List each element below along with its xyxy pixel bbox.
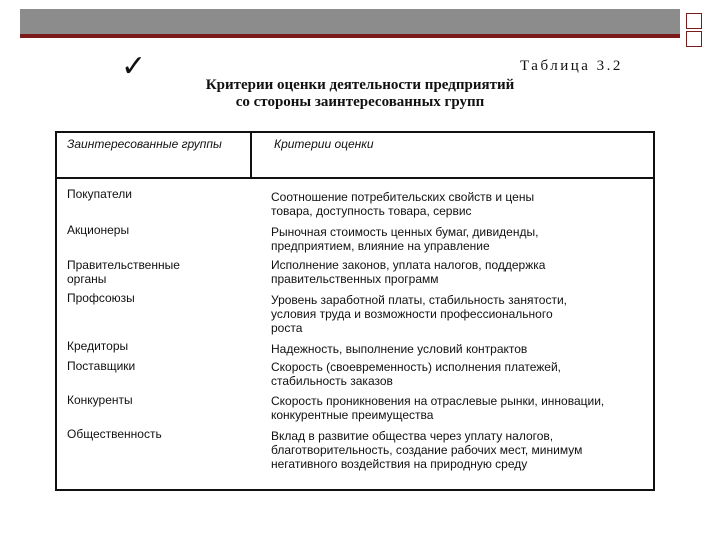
table-row-group: Акционеры xyxy=(67,223,130,237)
table-row-criteria: Соотношение потребительских свойств и цены товара, доступность товара, сервис xyxy=(271,190,535,218)
corner-square-icon xyxy=(686,31,702,47)
table-row-group: Покупатели xyxy=(67,187,132,201)
table-row-criteria: Исполнение законов, уплата налогов, поддержка правительственных программ xyxy=(271,258,546,286)
table-row-criteria: Рыночная стоимость ценных бумаг, дивиденды, предприятием, влияние на управление xyxy=(271,225,539,253)
header-criteria: Критерии оценки xyxy=(274,137,374,151)
table-row-criteria: Скорость (своевременность) исполнения платежей, стабильность заказов xyxy=(271,360,562,388)
header-stakeholder-groups: Заинтересованные группы xyxy=(67,137,222,151)
header-divider xyxy=(57,177,653,179)
column-divider xyxy=(250,133,252,179)
table-row-group: Поставщики xyxy=(67,359,136,373)
slide-header-rule xyxy=(20,34,680,38)
table-row-group: Правительственные органы xyxy=(67,258,180,286)
table-row-criteria: Скорость проникновения на отраслевые рынки, инновации, конкурентные преимущества xyxy=(271,394,605,422)
table-title-line: со стороны заинтересованных групп xyxy=(235,94,485,110)
checkmark-icon: ✓ xyxy=(121,49,147,84)
table-row-criteria: Надежность, выполнение условий контрактов xyxy=(271,342,528,356)
corner-square-icon xyxy=(686,13,702,29)
table-row-group: Профсоюзы xyxy=(67,291,135,305)
table-row-group: Кредиторы xyxy=(67,339,129,353)
table-title-line: Критерии оценки деятельности предприятий xyxy=(205,77,515,93)
table-number: Таблица 3.2 xyxy=(520,58,623,74)
table-row-criteria: Уровень заработной платы, стабильность занятости, условия труда и возможности профессионального роста xyxy=(271,293,568,335)
table-row-criteria: Вклад в развитие общества через уплату налогов, благотворительность, создание рабочих мест, минимум негативного воздействия на природную среду xyxy=(271,429,583,471)
slide-header-bar xyxy=(20,9,680,35)
table-row-group: Общественность xyxy=(67,427,162,441)
table-title xyxy=(145,77,575,111)
criteria-table xyxy=(55,131,655,491)
table-row-group: Конкуренты xyxy=(67,393,133,407)
